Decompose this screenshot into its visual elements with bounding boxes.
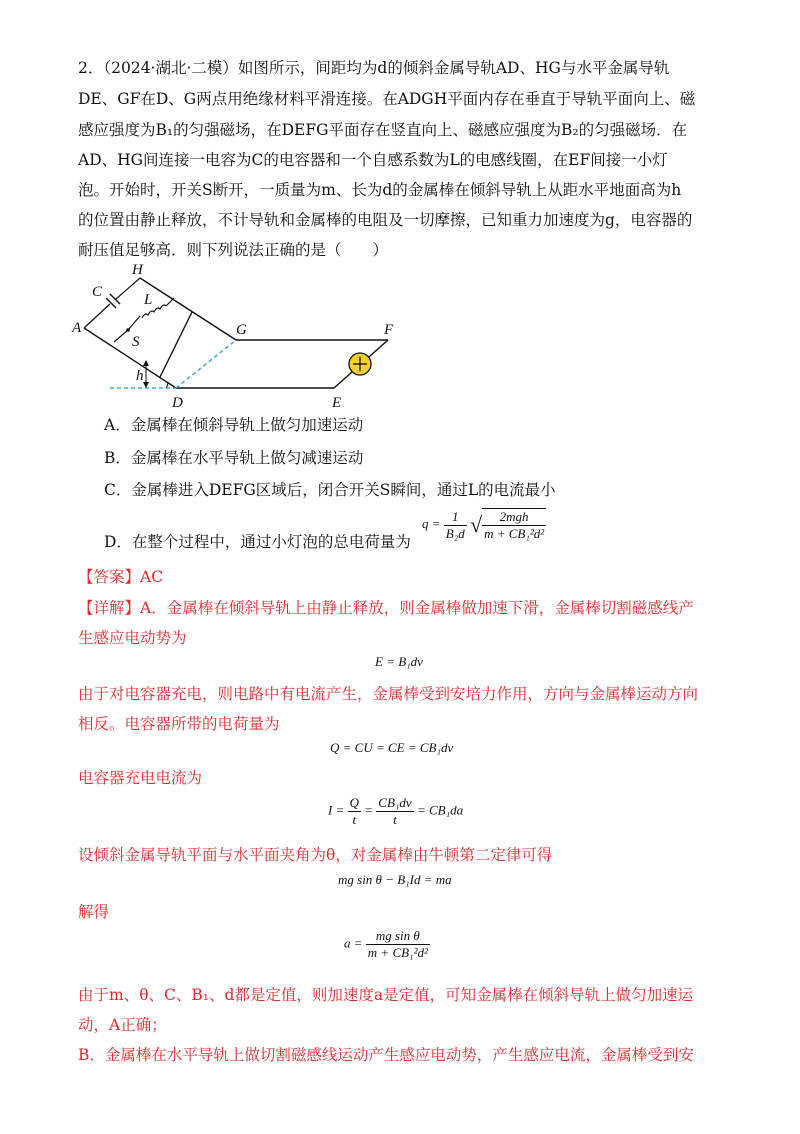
equation-3: I = $\frac{Q}{t}$ = $\frac{\text{CB₁dv}}{t}$ = CB₁da bbox=[328, 795, 464, 827]
capacitor-plate-2 bbox=[110, 294, 120, 304]
rail-circuit-figure bbox=[70, 262, 430, 412]
label-A: A bbox=[72, 320, 82, 336]
analysis-p7: B．金属棒在水平导轨上做切割磁感线运动产生感应电动势，产生感应电流，金属棒受到安 bbox=[78, 1046, 694, 1064]
question-line-2: DE、GF在D、G两点用绝缘材料平滑连接。在ADGH平面内存在垂直于导轨平面向上、磁 bbox=[78, 90, 696, 108]
analysis-p4: 设倾斜金属导轨平面与水平面夹角为θ，对金属棒由牛顿第二定律可得 bbox=[78, 846, 553, 864]
analysis-p6-line2: 动，A正确； bbox=[78, 1016, 167, 1034]
answer: 【答案】AC bbox=[78, 568, 164, 586]
equation-4: mg sin θ − B₁Id = ma bbox=[338, 872, 452, 887]
label-H: H bbox=[132, 262, 143, 278]
rail-HG bbox=[140, 278, 236, 340]
question-line-4: AD、HG间连接一电容为C的电容器和一个自感系数为L的电感线圈，在EF间接一小灯 bbox=[78, 151, 668, 169]
analysis-p6-line1: 由于m、θ、C、B₁、d都是定值，则加速度a是定值，可知金属棒在倾斜导轨上做匀加速运 bbox=[78, 986, 694, 1004]
label-F: F bbox=[384, 322, 394, 338]
option-B: B．金属棒在水平导轨上做匀减速运动 bbox=[104, 449, 364, 467]
analysis-p2-line1: 由于对电容器充电，则电路中有电流产生，金属棒受到安培力作用，方向与金属棒运动方向 bbox=[78, 685, 699, 703]
option-A: A．金属棒在倾斜导轨上做匀加速运动 bbox=[104, 416, 364, 434]
label-E: E bbox=[332, 395, 342, 411]
analysis-p1-line2: 生感应电动势为 bbox=[78, 629, 187, 647]
label-C: C bbox=[92, 284, 103, 300]
analysis-p1-line1: 【详解】A．金属棒在倾斜导轨上由静止释放，则金属棒做加速下滑，金属棒切割磁感线产 bbox=[78, 599, 694, 617]
analysis-p3: 电容器充电电流为 bbox=[78, 769, 203, 787]
label-L: L bbox=[144, 292, 153, 308]
analysis-p5: 解得 bbox=[78, 903, 110, 921]
option-D-formula: q = $\frac{1}{\text{B₂d}}$ √ $\frac{\text{2mgh}}{\text{m + CB₁²d²}}$ bbox=[422, 508, 545, 541]
question-line-3: 感应强度为B₁的匀强磁场，在DEFG平面存在竖直向上、磁感应强度为B₂的匀强磁场．在 bbox=[78, 121, 688, 139]
question-line-6: 的位置由静止释放，不计导轨和金属棒的电阻及一切摩擦，已知重力加速度为g，电容器的 bbox=[78, 211, 693, 229]
label-D: D bbox=[172, 395, 183, 411]
switch-S bbox=[128, 316, 140, 330]
equation-5: a = $\frac{\text{mg sin θ}}{\text{m + CB₁²d²}}$ bbox=[344, 928, 428, 960]
rail-AD bbox=[84, 328, 176, 388]
question-line-7: 耐压值足够高．则下列说法正确的是（ ） bbox=[78, 241, 389, 259]
option-D: D．在整个过程中，通过小灯泡的总电荷量为 bbox=[104, 533, 411, 551]
metal-bar bbox=[160, 312, 192, 377]
question-line-5: 泡。开始时，开关S断开，一质量为m、长为d的金属棒在倾斜导轨上从距水平地面高为h bbox=[78, 181, 682, 199]
option-C: C．金属棒进入DEFG区域后，闭合开关S瞬间，通过L的电流最小 bbox=[104, 481, 556, 499]
equation-1: E = B₁dv bbox=[375, 654, 423, 669]
label-h: h bbox=[136, 368, 144, 384]
label-G: G bbox=[236, 322, 247, 338]
question-line-1: 2．（2024·湖北·二模）如图所示，间距均为d的倾斜金属导轨AD、HG与水平金属导轨 bbox=[78, 59, 670, 77]
equation-2: Q = CU = CE = CB₁dv bbox=[330, 740, 454, 755]
analysis-p2-line2: 相反。电容器所带的电荷量为 bbox=[78, 715, 280, 733]
label-S: S bbox=[132, 334, 140, 350]
